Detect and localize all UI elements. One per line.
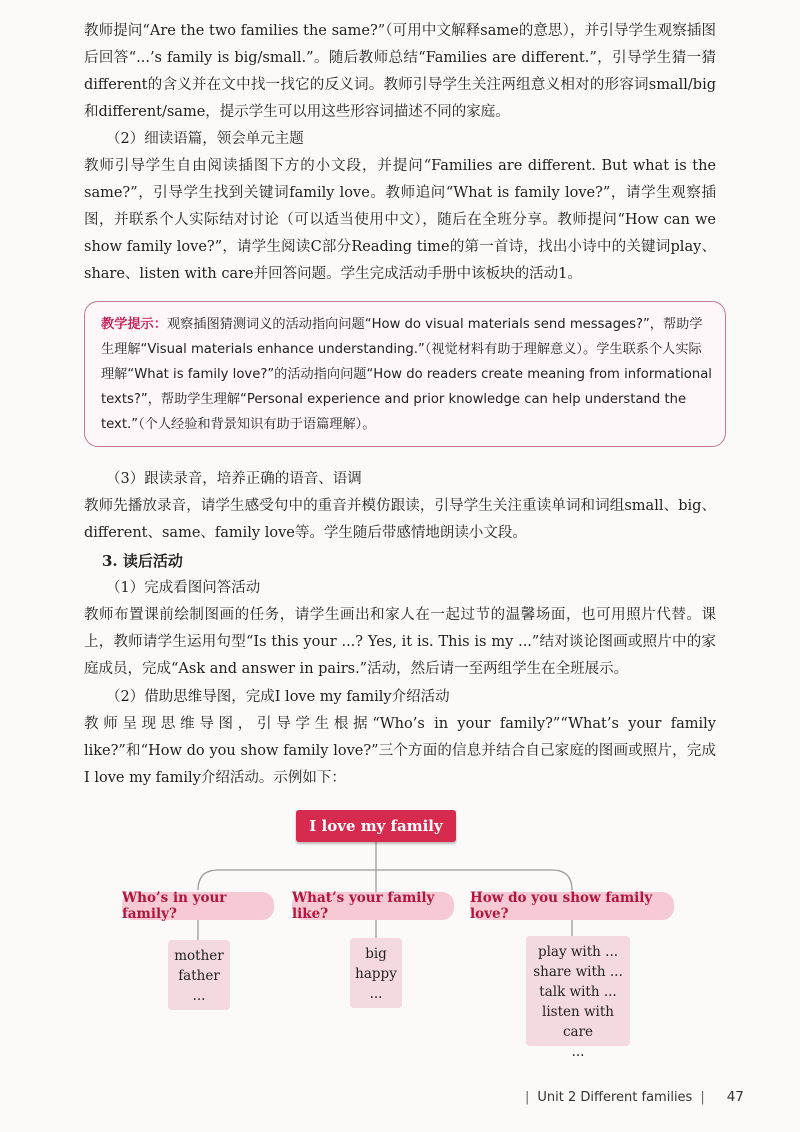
heading-mindmap-activity: （2）借助思维导图，完成I love my family介绍活动	[106, 689, 450, 705]
page-number: 47	[726, 1089, 744, 1105]
section-post-reading: 3. 读后活动	[102, 552, 183, 570]
leaf-item: ...	[571, 1044, 585, 1060]
paragraph-questions: 教师提问“Are the two families the same?”（可用中文解释same的意思），并引导学生观察插图后回答“...’s family is big/small.”。随后教师总结“Families are different.”，引导学生猜一猜different的含义并在文中找一找它的反义词。教师引导学生关注两组意义相对的形容词small/big和different/same，提示学生可以用这些形容词描述不同的家庭。	[84, 23, 716, 120]
heading-follow-recording: （3）跟读录音，培养正确的语音、语调	[106, 471, 362, 487]
footer-unit: Unit 2	[537, 1090, 577, 1105]
teaching-tip-text: 观察插图猜测词义的活动指向问题“How do visual materials send messages?”，帮助学生理解“Visual materials enhance understanding.”（视觉材料有助于理解意义）。学生联系个人实际理解“What is family love?”的活动指向问题“How do readers create meaning from informational texts?”，帮助学生理解“Personal experience and prior knowledge can help understand the text.”（个人经验和背景知识有助于语篇理解）。	[101, 317, 712, 432]
leaf-show-love	[526, 936, 630, 1060]
leaf-item: father	[178, 968, 220, 984]
leaf-item: happy	[355, 966, 397, 982]
paragraph-close-reading: 教师引导学生自由阅读插图下方的小文段，并提问“Families are different. But what is the same?”，引导学生找到关键词family love。教师追问“What is family love?”，请学生观察插图，并联系个人实际结对讨论（可以适当使用中文），随后在全班分享。教师提问“How can we show family love?”，请学生阅读C部分Reading time的第一首诗，找出小诗中的关键词play、share、listen with care并回答问题。学生完成活动手册中该板块的活动1。	[84, 158, 716, 282]
leaf-item: play with ...	[537, 944, 619, 960]
leaf-family-like	[350, 938, 402, 1008]
branch-who: Who’s in your family?	[122, 892, 274, 920]
page-footer	[517, 1089, 744, 1105]
heading-picture-qa: （1）完成看图问答活动	[106, 580, 261, 596]
footer-divider: |	[700, 1090, 705, 1105]
teaching-tip-box	[84, 301, 726, 447]
leaf-item: talk with ...	[539, 984, 617, 1000]
footer-unit-title: Different families	[580, 1090, 693, 1105]
paragraph-picture-qa: 教师布置课前绘制图画的任务，请学生画出和家人在一起过节的温馨场面，也可用照片代替。课上，教师请学生运用句型“Is this your ...? Yes, it is. This is my ...”结对谈论图画或照片中的家庭成员，完成“Ask and answer in pairs.”活动，然后请一至两组学生在全班展示。	[84, 607, 716, 677]
branch-what-like: What’s your family like?	[292, 892, 454, 920]
leaf-item: mother	[174, 948, 224, 964]
heading-close-reading: （2）细读语篇，领会单元主题	[106, 131, 304, 147]
leaf-item: big	[365, 946, 387, 962]
leaf-item: ...	[369, 986, 383, 1002]
mind-map-root: I love my family	[296, 810, 456, 842]
paragraph-follow-recording: 教师先播放录音，请学生感受句中的重音并模仿跟读，引导学生关注重读单词和词组small、big、different、same、family love等。学生随后带感情地朗读小文段。	[84, 498, 716, 541]
paragraph-mindmap-activity: 教师呈现思维导图，引导学生根据“Who’s in your family?”“What’s your family like?”和“How do you show family love?”三个方面的信息并结合自己家庭的图画或照片，完成I love my family介绍活动。示例如下：	[84, 716, 716, 786]
branch-show-love: How do you show family love?	[470, 892, 674, 920]
leaf-family-members	[168, 940, 230, 1010]
footer-divider: |	[525, 1090, 530, 1105]
leaf-item: listen with care	[542, 1004, 614, 1040]
leaf-item: share with ...	[533, 964, 623, 980]
teaching-tip-label: 教学提示：	[101, 317, 167, 332]
leaf-item: ...	[192, 988, 206, 1004]
mind-map	[0, 800, 800, 1060]
